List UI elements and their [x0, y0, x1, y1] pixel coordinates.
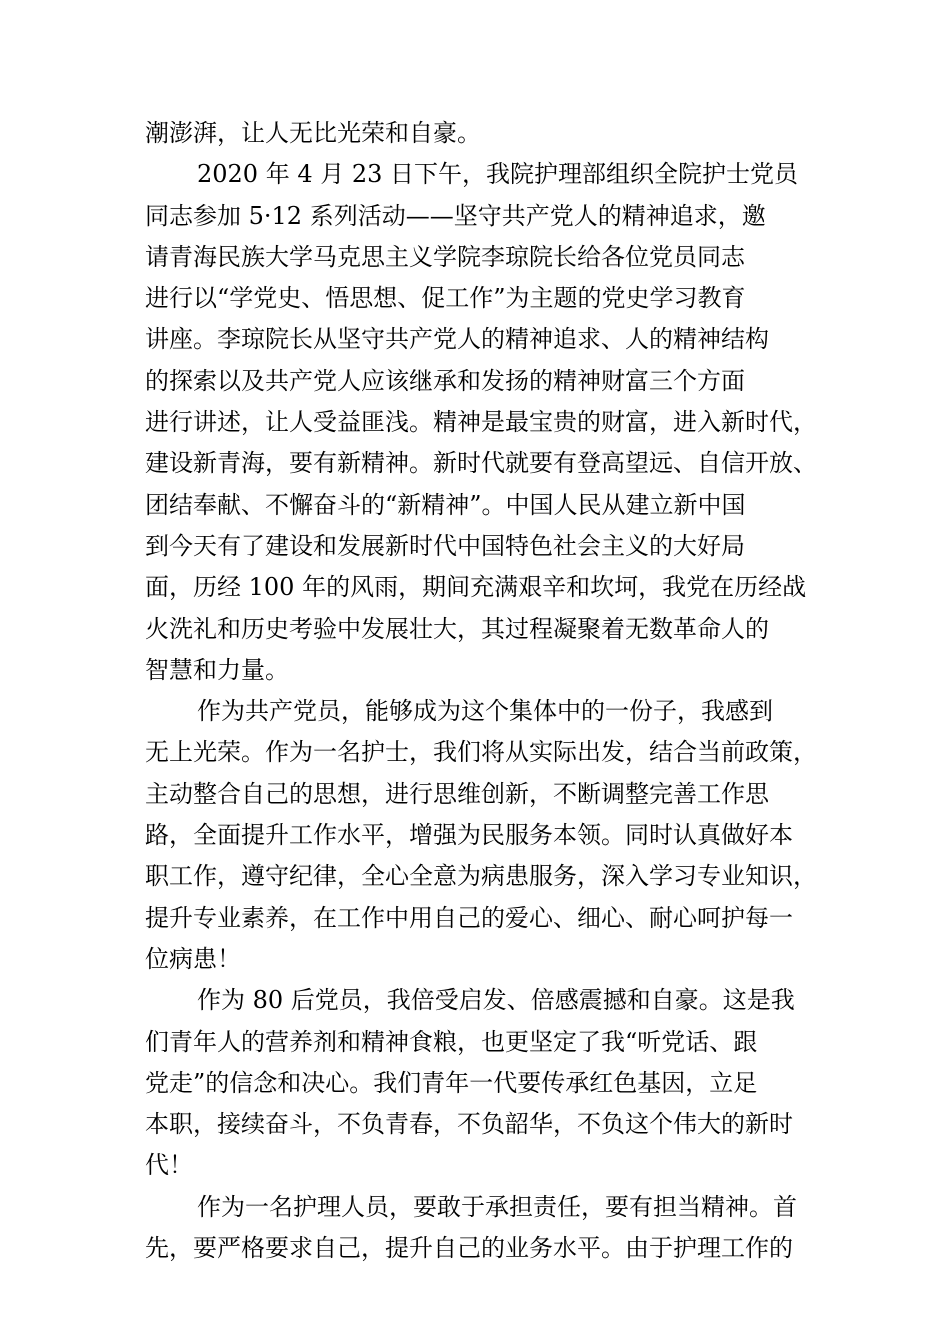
text-line: 无上光荣。作为一名护士，我们将从实际出发，结合当前政策，: [145, 738, 817, 767]
paragraph: [145, 1187, 810, 1270]
text-line: 位病患！: [145, 944, 241, 973]
text-line: 的探索以及共产党人应该继承和发扬的精神财富三个方面: [145, 366, 745, 395]
text-line: 作为 80 后党员，我倍受启发、倍感震撼和自豪。这是我: [197, 986, 795, 1015]
text-line: 团结奉献、不懈奋斗的“新精神”。中国人民从建立新中国: [145, 490, 746, 519]
text-line: 先，要严格要求自己，提升自己的业务水平。由于护理工作的: [145, 1234, 793, 1263]
paragraph: [145, 113, 810, 154]
document-page: [145, 113, 817, 1269]
text-line: 请青海民族大学马克思主义学院李琼院长给各位党员同志: [145, 242, 745, 271]
text-line: 智慧和力量。: [145, 655, 289, 684]
text-line: 2020 年 4 月 23 日下午，我院护理部组织全院护士党员: [197, 160, 799, 189]
text-line: 党走”的信念和决心。我们青年一代要传承红色基因，立足: [145, 1068, 758, 1097]
text-line: 进行以“学党史、悟思想、促工作”为主题的党史学习教育: [145, 284, 746, 313]
text-line: 代！: [145, 1151, 193, 1180]
paragraph: [145, 980, 810, 1186]
text-line: 本职，接续奋斗，不负青春，不负韶华，不负这个伟大的新时: [145, 1110, 793, 1139]
text-line: 们青年人的营养剂和精神食粮，也更坚定了我“听党话、跟: [145, 1027, 758, 1056]
text-line: 作为共产党员，能够成为这个集体中的一份子，我感到: [197, 697, 773, 726]
text-line: 作为一名护理人员，要敢于承担责任，要有担当精神。首: [197, 1192, 797, 1221]
text-line: 路，全面提升工作水平，增强为民服务本领。同时认真做好本: [145, 821, 793, 850]
paragraph: [145, 154, 817, 691]
text-line: 面，历经 100 年的风雨，期间充满艰辛和坎坷，我党在历经战: [145, 573, 807, 602]
text-line: 提升专业素养，在工作中用自己的爱心、细心、耐心呵护每一: [145, 903, 793, 932]
text-line: 职工作，遵守纪律，全心全意为病患服务，深入学习专业知识，: [145, 862, 817, 891]
text-line: 潮澎湃，让人无比光荣和自豪。: [145, 119, 481, 147]
text-line: 到今天有了建设和发展新时代中国特色社会主义的大好局: [145, 531, 745, 560]
text-line: 讲座。李琼院长从坚守共产党人的精神追求、人的精神结构: [145, 325, 769, 354]
text-line: 进行讲述，让人受益匪浅。精神是最宝贵的财富，进入新时代，: [145, 408, 817, 437]
paragraph: [145, 691, 817, 980]
text-line: 建设新青海，要有新精神。新时代就要有登高望远、自信开放、: [145, 449, 817, 478]
text-line: 同志参加 5·12 系列活动——坚守共产党人的精神追求，邀: [145, 201, 766, 230]
text-line: 主动整合自己的思想，进行思维创新，不断调整完善工作思: [145, 779, 769, 808]
text-line: 火洗礼和历史考验中发展壮大，其过程凝聚着无数革命人的: [145, 614, 769, 643]
